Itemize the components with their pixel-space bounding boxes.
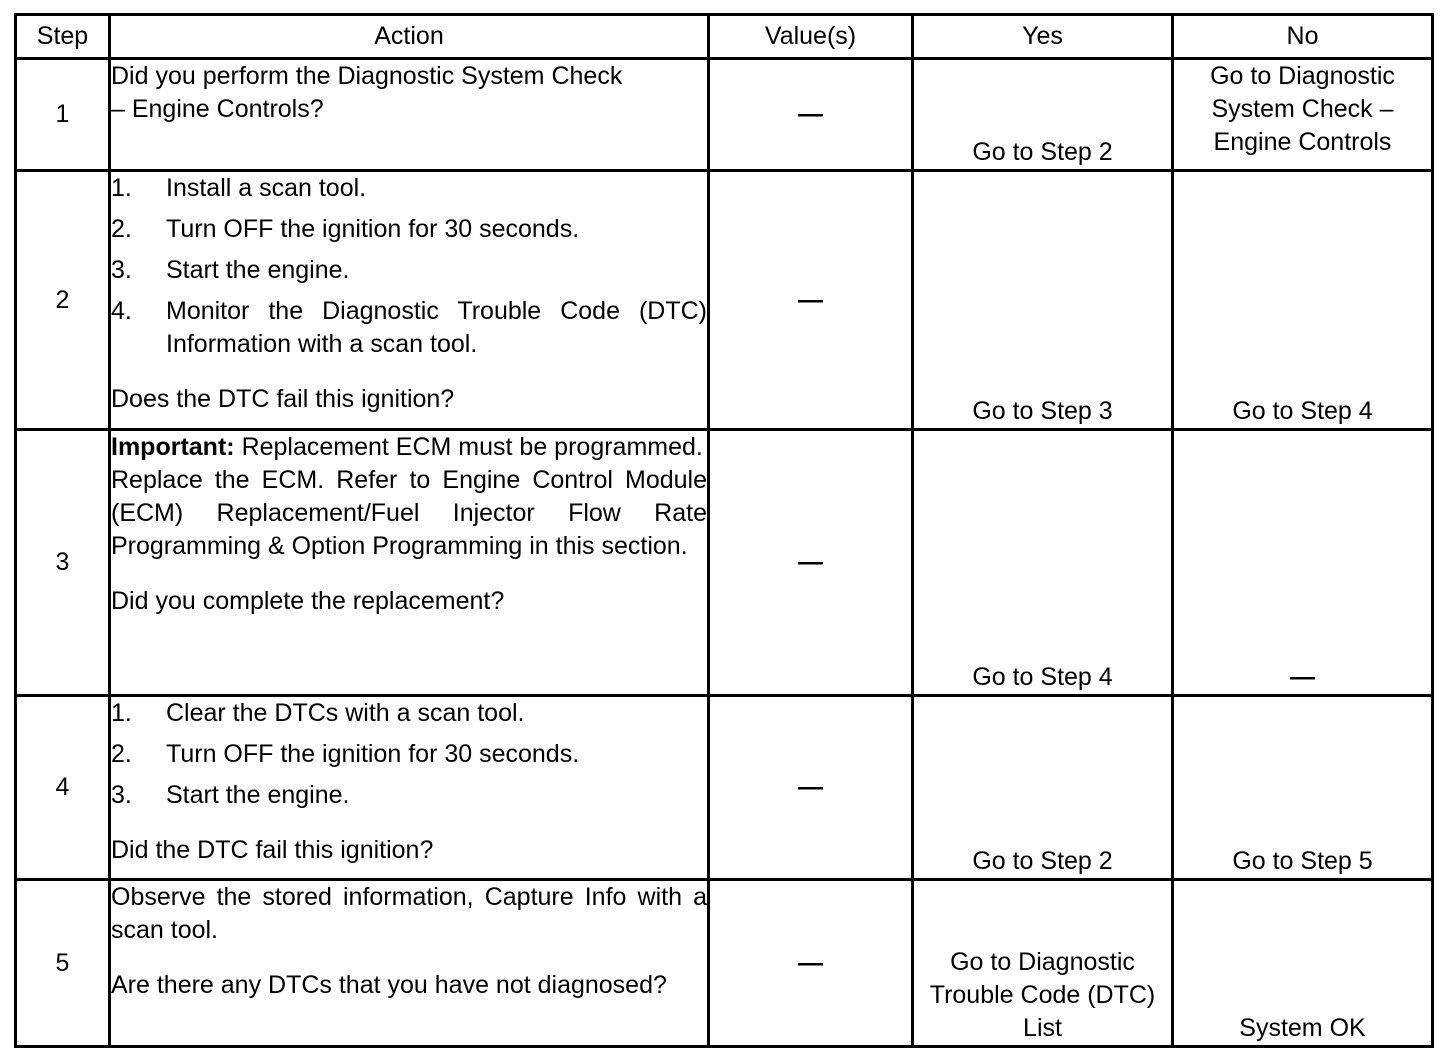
step-number: 5 bbox=[16, 880, 110, 1047]
header-row bbox=[16, 15, 1433, 59]
list-item bbox=[111, 738, 707, 771]
action-text: Did you perform the Diagnostic System Check bbox=[111, 62, 623, 90]
header-step: Step bbox=[16, 15, 110, 59]
list-item-number: 3. bbox=[111, 256, 132, 284]
action-question: Did the DTC fail this ignition? bbox=[111, 836, 434, 864]
action-list bbox=[111, 172, 707, 361]
table-row bbox=[16, 171, 1433, 430]
action-cell bbox=[110, 171, 709, 430]
step-number: 3 bbox=[16, 430, 110, 696]
list-item-number: 2. bbox=[111, 740, 132, 768]
list-item bbox=[111, 213, 707, 246]
list-item-text: Turn OFF the ignition for 30 seconds. bbox=[166, 740, 580, 768]
step-number: 2 bbox=[16, 171, 110, 430]
value-cell: — bbox=[709, 430, 913, 696]
action-question: Did you complete the replacement? bbox=[111, 587, 505, 615]
header-action: Action bbox=[110, 15, 709, 59]
action-question: Does the DTC fail this ignition? bbox=[111, 385, 455, 413]
list-item bbox=[111, 172, 707, 205]
action-cell bbox=[110, 880, 709, 1047]
action-text: – Engine Controls? bbox=[111, 95, 324, 123]
list-item-number: 1. bbox=[111, 174, 132, 202]
value-cell: — bbox=[709, 59, 913, 171]
value-cell: — bbox=[709, 171, 913, 430]
list-item bbox=[111, 779, 707, 812]
list-item-text: Clear the DTCs with a scan tool. bbox=[166, 699, 525, 727]
table-row bbox=[16, 880, 1433, 1047]
diagnostic-table bbox=[14, 13, 1434, 1048]
table-row bbox=[16, 430, 1433, 696]
yes-cell: Go to Step 2 bbox=[913, 59, 1173, 171]
yes-cell: Go to Step 4 bbox=[913, 430, 1173, 696]
action-question: Are there any DTCs that you have not diagnosed? bbox=[111, 971, 667, 999]
list-item bbox=[111, 254, 707, 287]
action-cell bbox=[110, 696, 709, 880]
list-item-number: 1. bbox=[111, 699, 132, 727]
important-note bbox=[111, 431, 707, 464]
action-cell bbox=[110, 59, 709, 171]
no-cell: Go to Step 4 bbox=[1173, 171, 1433, 430]
value-cell: — bbox=[709, 880, 913, 1047]
list-item-text: Start the engine. bbox=[166, 781, 350, 809]
header-yes: Yes bbox=[913, 15, 1173, 59]
no-cell: Go to Diagnostic System Check – Engine Controls bbox=[1173, 59, 1433, 171]
action-list bbox=[111, 697, 707, 812]
list-item-text: Monitor the Diagnostic Trouble Code (DTC) Information with a scan tool. bbox=[166, 297, 707, 358]
table-row bbox=[16, 696, 1433, 880]
header-values: Value(s) bbox=[709, 15, 913, 59]
list-item-number: 2. bbox=[111, 215, 132, 243]
list-item-number: 3. bbox=[111, 781, 132, 809]
table-row bbox=[16, 59, 1433, 171]
yes-cell: Go to Step 3 bbox=[913, 171, 1173, 430]
list-item-text: Start the engine. bbox=[166, 256, 350, 284]
list-item bbox=[111, 697, 707, 730]
list-item-text: Install a scan tool. bbox=[166, 174, 367, 202]
no-cell: Go to Step 5 bbox=[1173, 696, 1433, 880]
important-label: Important: bbox=[111, 433, 235, 461]
step-number: 1 bbox=[16, 59, 110, 171]
action-body: Observe the stored information, Capture Info with a scan tool. bbox=[111, 883, 707, 944]
step-number: 4 bbox=[16, 696, 110, 880]
list-item-number: 4. bbox=[111, 297, 132, 325]
header-no: No bbox=[1173, 15, 1433, 59]
action-cell bbox=[110, 430, 709, 696]
list-item-text: Turn OFF the ignition for 30 seconds. bbox=[166, 215, 580, 243]
value-cell: — bbox=[709, 696, 913, 880]
yes-cell: Go to Step 2 bbox=[913, 696, 1173, 880]
no-cell: — bbox=[1173, 430, 1433, 696]
yes-cell: Go to Diagnostic Trouble Code (DTC) List bbox=[913, 880, 1173, 1047]
list-item bbox=[111, 295, 707, 361]
action-body: Replace the ECM. Refer to Engine Control Module (ECM) Replacement/Fuel Injector Flow Rate Programming & Option Programming in this section. bbox=[111, 466, 707, 560]
no-cell: System OK bbox=[1173, 880, 1433, 1047]
important-text: Replacement ECM must be programmed. bbox=[241, 433, 703, 461]
